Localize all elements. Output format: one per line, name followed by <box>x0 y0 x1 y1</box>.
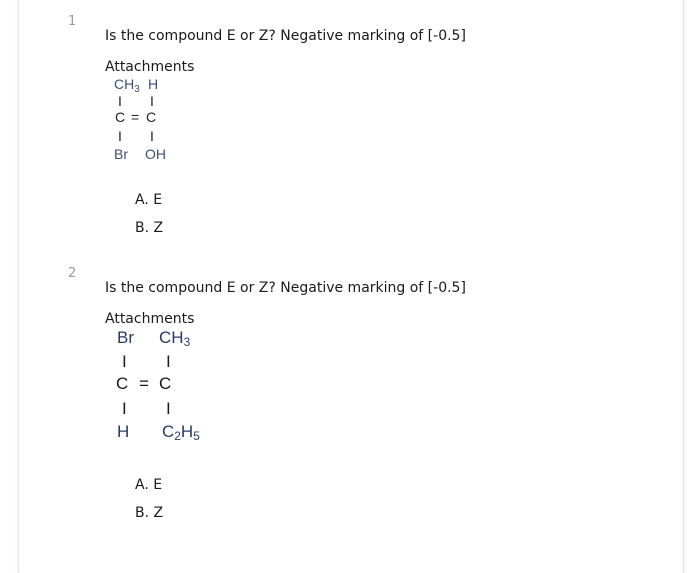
option-b[interactable]: B. Z <box>135 220 164 236</box>
double-bond: = <box>131 109 140 125</box>
substituent-bottom-left: H <box>117 422 130 441</box>
bond-line: I <box>166 399 171 418</box>
option-a[interactable]: A. E <box>135 192 163 208</box>
substituent-top-left: Br <box>117 328 134 347</box>
bond-line: I <box>166 352 171 371</box>
substituent-top-right: $CH_3$ <box>159 328 191 349</box>
substituent-top-left: $CH_3$ <box>114 76 140 95</box>
substituent-bottom-left: Br <box>114 146 128 162</box>
attachments-label: Attachments <box>105 59 195 75</box>
carbon-atom-right: C <box>159 374 172 393</box>
option-a[interactable]: A. E <box>135 477 163 493</box>
bond-line: I <box>118 93 122 109</box>
bond-line: I <box>122 399 127 418</box>
option-b[interactable]: B. Z <box>135 505 164 521</box>
question-number: 1 <box>68 14 77 29</box>
question-text: Is the compound E or Z? Negative marking of [-0.5] <box>105 28 466 44</box>
bond-line: I <box>150 128 154 144</box>
bond-line: I <box>150 93 154 109</box>
attachments-label: Attachments <box>105 311 195 327</box>
molecule-structure-1 <box>113 76 193 166</box>
molecule-structure-2 <box>116 328 226 448</box>
substituent-bottom-right: $C_2H_5$ <box>162 422 200 443</box>
carbon-atom-right: C <box>146 109 157 125</box>
substituent-top-right: H <box>148 76 159 92</box>
carbon-atom-left: C <box>115 109 126 125</box>
bond-line: I <box>118 128 122 144</box>
question-number: 2 <box>68 266 77 281</box>
question-text: Is the compound E or Z? Negative marking of [-0.5] <box>105 280 466 296</box>
substituent-bottom-right: OH <box>145 146 166 162</box>
double-bond: = <box>139 374 149 393</box>
carbon-atom-left: C <box>116 374 129 393</box>
bond-line: I <box>122 352 127 371</box>
